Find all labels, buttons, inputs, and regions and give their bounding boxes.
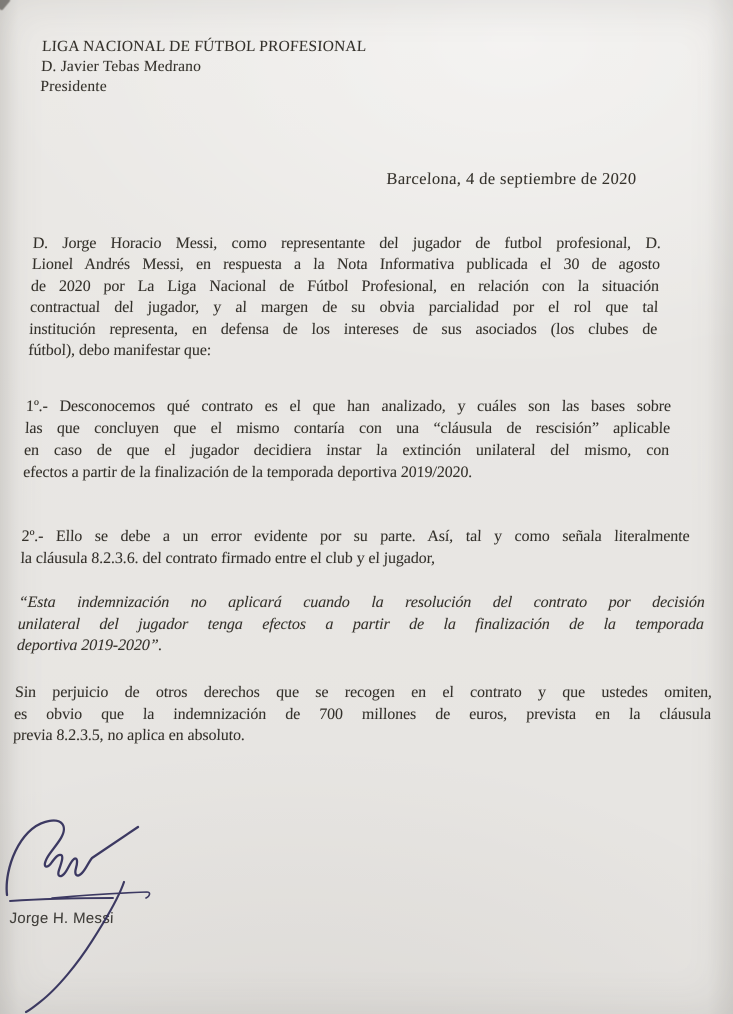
signature-flourish-stroke [7,821,138,895]
text-line: es obvio que la indemnización de 700 millones de euros, prevista en la cláusula [13,705,712,723]
signature-stroke-group [7,821,150,1012]
text-line: deportiva 2019-2020”. [16,637,163,655]
closing-paragraph [13,682,713,747]
intro-paragraph [28,233,661,361]
text-line: 1º.- Desconocemos qué contrato es el que han analizado, y cuáles son las bases sobre [25,398,672,415]
recipient-person: D. Javier Tebas Medrano [40,58,202,75]
point-1-paragraph [23,396,672,484]
text-line: “Esta indemnización no aplicará cuando la resolución del contrato por decisión [18,594,706,611]
handwritten-signature [0,798,200,1014]
text-line: contractual del jugador, y al margen de su obvia parcialidad por el rol que tal [29,299,659,317]
recipient-block [40,37,367,97]
dateline: Barcelona, 4 de septiembre de 2020 [386,169,637,188]
text-line: institución representa, en defensa de los intereses de sus asociados (los clubes de [28,320,658,338]
signature-printed-name: Jorge H. Messi [9,910,115,927]
text-line: las que concluyen que el mismo contaría con una “cláusula de rescisión” aplicable [24,420,671,437]
text-line: en caso de que el jugador decidiera instar la extinción unilateral del mismo, con [23,442,670,459]
signature-descender-stroke [26,882,124,1012]
text-line: unilateral del jugador tenga efectos a partir de la finalización de la temporada [17,615,705,633]
text-line: 2º.- Ello se debe a un error evidente por su parte. Así, tal y como señala literalmente [21,528,690,545]
text-line: previa 8.2.3.5, no aplica en absoluto. [12,727,246,745]
text-line: efectos a partir de la finalización de la temporada deportiva 2019/2020. [22,464,473,481]
text-line: de 2020 por La Liga Nacional de Fútbol Profesional, en relación con la situación [30,277,660,295]
recipient-title: Presidente [40,78,108,95]
point-2-paragraph [20,526,690,570]
text-line: D. Jorge Horacio Messi, como representante del jugador de futbol profesional, D. [32,235,662,252]
text-line: fútbol), debo manifestar que: [27,342,212,360]
contract-clause-quote [16,592,705,657]
signature-underline-stroke [10,898,113,901]
recipient-organization: LIGA NACIONAL DE FÚTBOL PROFESIONAL [41,38,367,55]
text-line: Sin perjuicio de otros derechos que se recogen en el contrato y que ustedes omiten, [14,684,713,701]
text-line: la cláusula 8.2.3.6. del contrato firmado entre el club y el jugador, [20,550,436,567]
text-line: Lionel Andrés Messi, en respuesta a la Nota Informativa publicada el 30 de agosto [31,256,661,274]
